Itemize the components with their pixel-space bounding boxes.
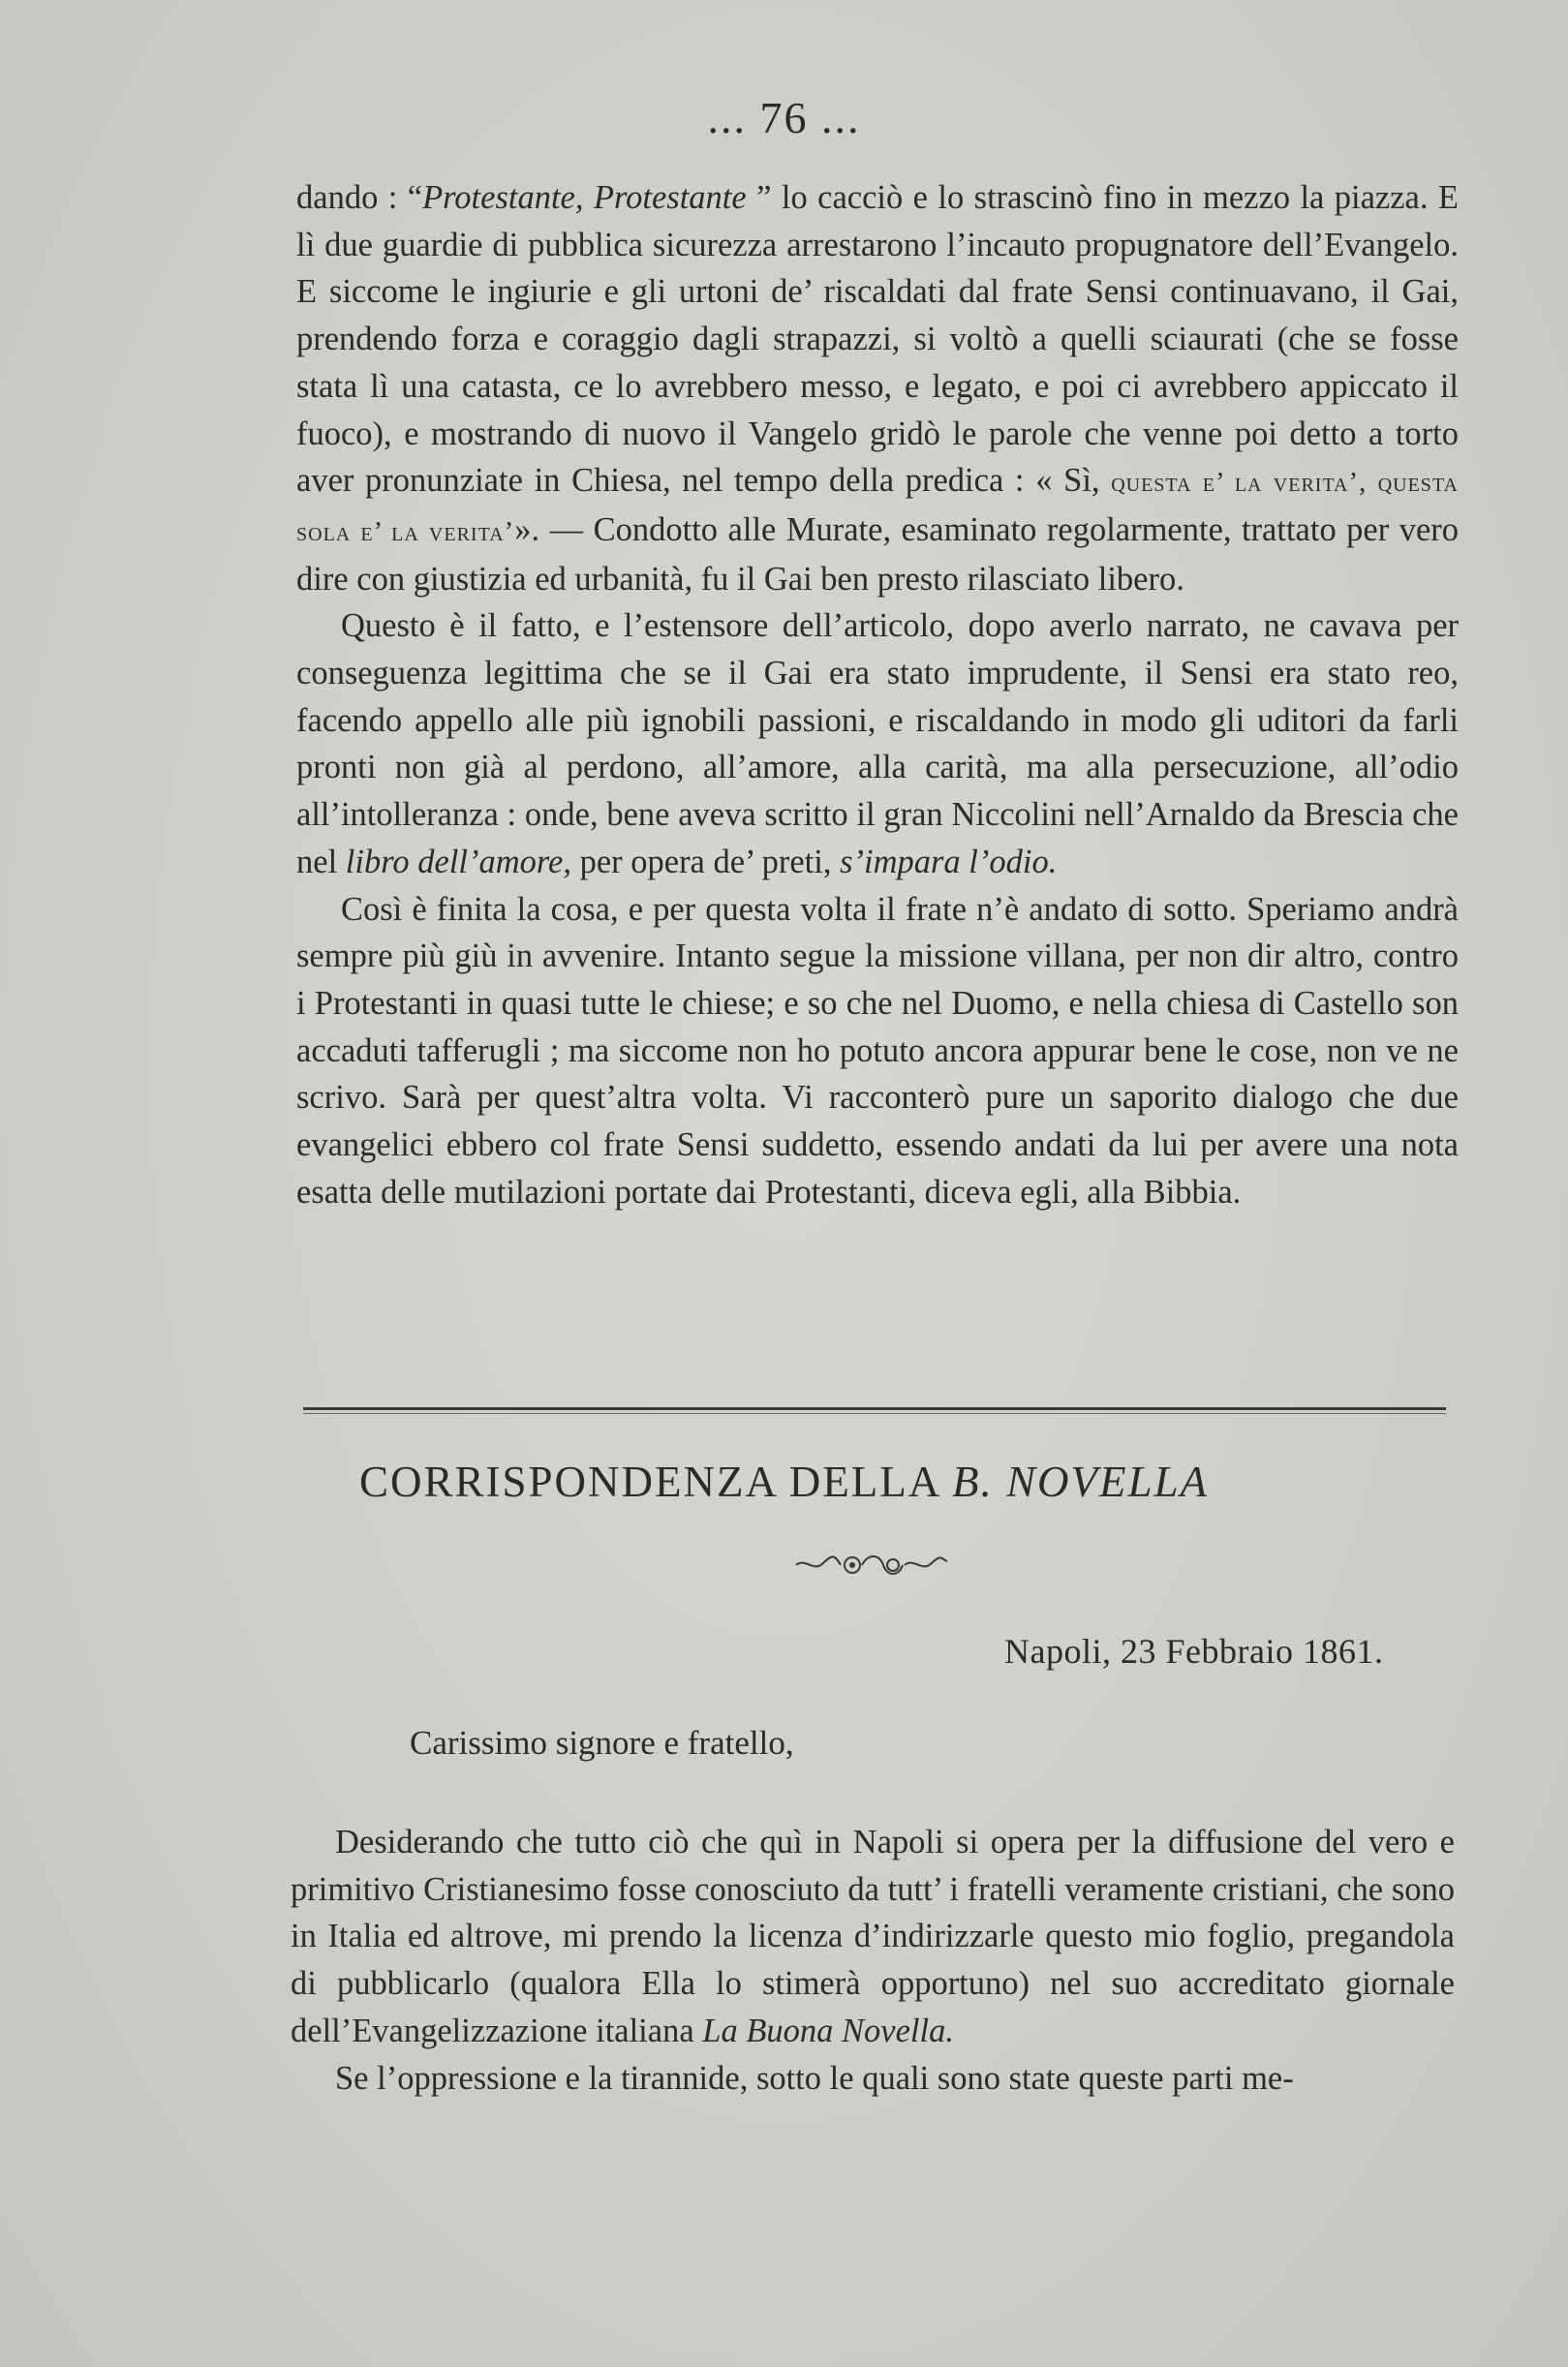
paragraph-1: dando : “Protestante, Protestante ” lo cacciò e lo strascinò fino in mezzo la piazza. E lì due guardie di pubblica sicurezza arrestarono l’incauto propugnatore dell’Evangelo. E siccome le ingiurie e gli urtoni de’ riscaldati dal frate Sensi continuavano, il Gai, prendendo forza e coraggio dagli strapazzi, si voltò a quelli sciaurati (che se fosse stata lì una catasta, ce lo avrebbero messo, e legato, e poi ci avrebbero appiccato il fuoco), e mostrando di nuovo il Vangelo gridò le parole che venne poi detto a torto aver pronunziate in Chiesa, nel tempo della predica : « Sì, questa e’ la verita’, questa sola e’ la verita’». — Condotto alle Murate, esaminato regolarmente, trattato per vero dire con giustizia ed urbanità, fu il Gai ben presto rilasciato libero. — [296, 179, 1459, 598]
small-caps-quote: questa e’ la verita’, questa sola e’ la verita’ — [296, 467, 1459, 547]
paragraph-5: Se l’oppressione e la tirannide, sotto le quali sono state queste parti me- — [335, 2059, 1294, 2097]
letter-body — [291, 1819, 1455, 2102]
paragraph-2: Questo è il fatto, e l’estensore dell’articolo, dopo averlo narrato, ne cavava per conseguenza legittima che se il Gai era stato imprudente, il Sensi era stato reo, facendo appello alle più ignobili passioni, e riscaldando in modo gli uditori da farli pronti non già al perdono, all’amore, alla carità, ma alla persecuzione, all’odio all’intolleranza : onde, bene aveva scritto il gran Niccolini nell’Arnaldo da Brescia che nel libro dell’amore, per opera de’ preti, s’impara l’odio. — [296, 607, 1459, 880]
ornament-flourish-icon — [794, 1546, 949, 1584]
article-continuation — [296, 174, 1459, 1215]
section-divider — [303, 1407, 1446, 1410]
page-number: ... 76 ... — [707, 93, 861, 142]
italic-phrase: libro dell’amore, — [345, 843, 571, 880]
letter-dateline: Napoli, 23 Febbraio 1861. — [1004, 1632, 1384, 1671]
italic-title: La Buona Novella. — [702, 2012, 954, 2049]
italic-phrase: s’impara l’odio. — [840, 843, 1058, 880]
section-title: CORRISPONDENZA DELLA B. NOVELLA — [358, 1458, 1210, 1506]
letter-salutation: Carissimo signore e fratello, — [410, 1724, 794, 1762]
italic-quote: Protestante, Protestante — [422, 179, 747, 216]
paragraph-3: Così è finita la cosa, e per questa volta il frate n’è andato di sotto. Speriamo andrà sempre più giù in avvenire. Intanto segue la missione villana, per non dir altro, contro i Protestanti in quasi tutte le chiese; e so che nel Duomo, e nella chiesa di Castello son accaduti tafferugli ; ma siccome non ho potuto ancora appurar bene le cose, non ve ne scrivo. Sarà per quest’altra volta. Vi racconterò pure un saporito dialogo che due evangelici ebbero col frate Sensi suddetto, essendo andati da lui per avere una nota esatta delle mutilazioni portate dai Protestanti, diceva egli, alla Bibbia. — [296, 890, 1459, 1211]
paragraph-4: Desiderando che tutto ciò che quì in Napoli si opera per la diffusione del vero e primitivo Cristianesimo fosse conosciuto da tutt’ i fratelli veramente cristiani, che sono in Italia ed altrove, mi prendo la licenza d’indirizzarle questo mio foglio, pregandola di pubblicarlo (qualora Ella lo stimerà opportuno) nel suo accreditato giornale dell’Evangelizzazione italiana La Buona Novella. — [291, 1824, 1455, 2049]
